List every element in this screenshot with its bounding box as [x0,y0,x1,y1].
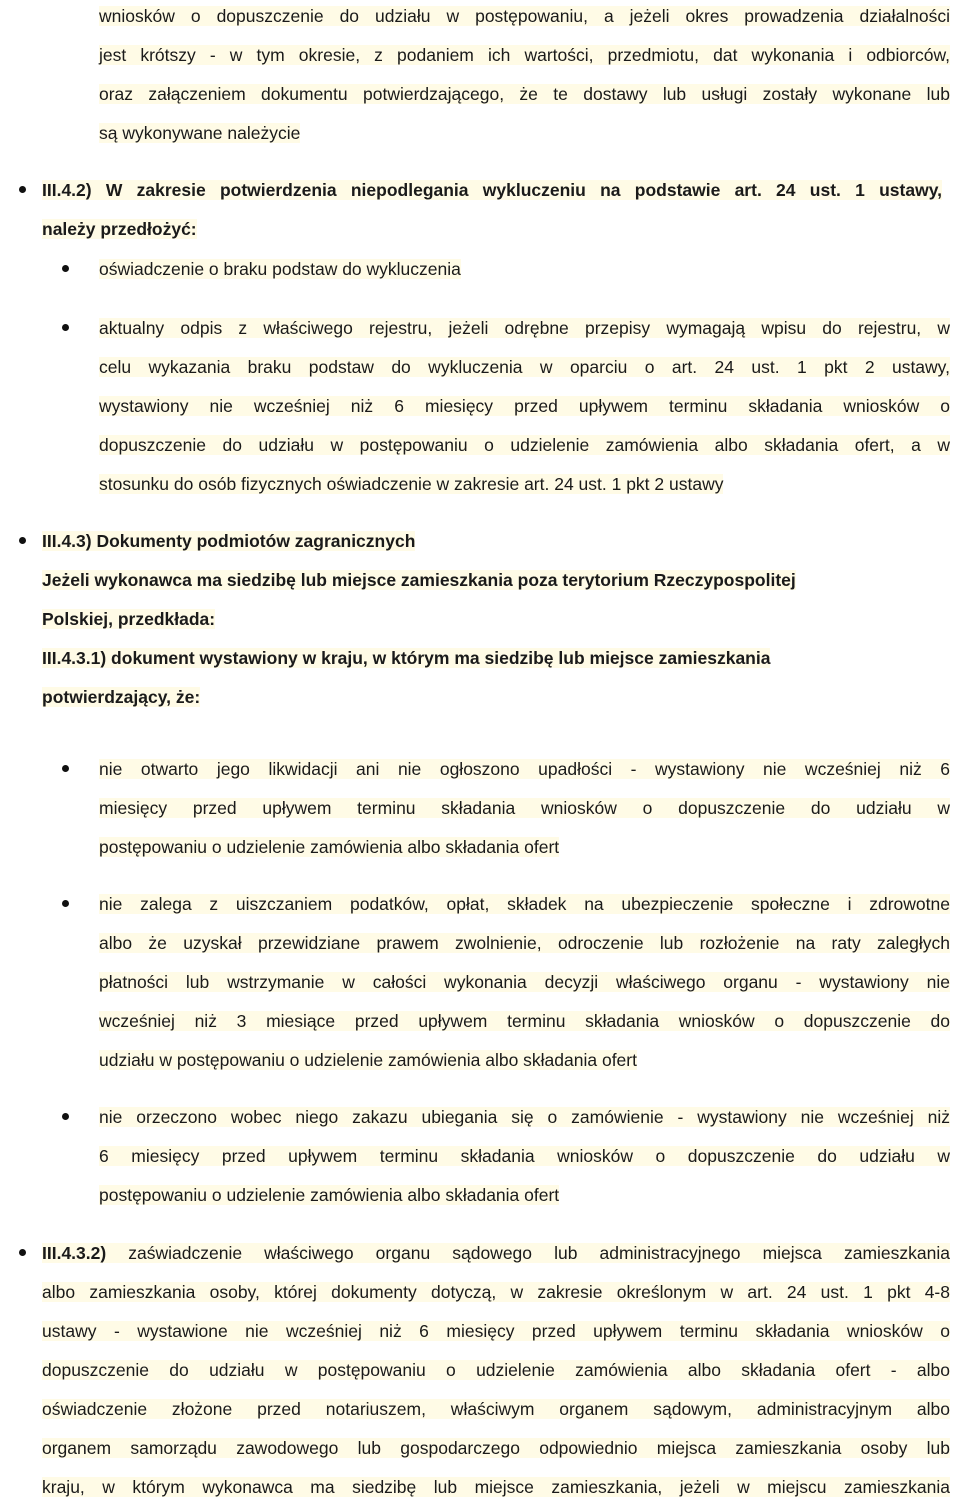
list-item-line: 6 miesięcy przed upływem terminu składania wniosków o dopuszczenie do udziału w [99,1146,950,1166]
bullet-icon [62,1113,69,1120]
list-item-line: miesięcy przed upływem terminu składania wniosków o dopuszczenie do udziału w [99,798,950,818]
bullet-icon [62,765,69,772]
bullet-icon [19,1249,26,1256]
list-item: nie orzeczono wobec niego zakazu ubiegania się o zamówienie - wystawiony nie wcześniej niż [99,1107,950,1127]
paragraph-line: organem samorządu zawodowego lub gospodarczego odpowiednio miejsca zamieszkania osoby lub [42,1438,950,1458]
list-item-line: udziału w postępowaniu o udzielenie zamówienia albo składania ofert [99,1050,637,1070]
bullet-icon [62,900,69,907]
section-heading-continuation: należy przedłożyć: [42,219,197,239]
paragraph: III.4.3.2) zaświadczenie właściwego organu sądowego lub administracyjnego miejsca zamieszkania [42,1243,950,1263]
paragraph-line: ustawy - wystawione nie wcześniej niż 6 miesięcy przed upływem terminu składania wniosków o [42,1321,950,1341]
paragraph-line: albo zamieszkania osoby, której dokumenty dotyczą, w zakresie określonym w art. 24 ust. 1 pkt 4-8 [42,1282,950,1302]
subheading: Jeżeli wykonawca ma siedzibę lub miejsce zamieszkania poza terytorium Rzeczypospolitej [42,570,796,590]
list-item-line: postępowaniu o udzielenie zamówienia albo składania ofert [99,1185,560,1205]
list-item: nie otwarto jego likwidacji ani nie ogłoszono upadłości - wystawiony nie wcześniej niż 6 [99,759,950,779]
list-item-line: postępowaniu o udzielenie zamówienia albo składania ofert [99,837,560,857]
list-item-line: wystawiony nie wcześniej niż 6 miesięcy przed upływem terminu składania wniosków o [99,396,950,416]
list-item-line: albo że uzyskał przewidziane prawem zwolnienie, odroczenie lub rozłożenie na raty zaległych [99,933,950,953]
bullet-icon [62,265,69,272]
bullet-icon [19,186,26,193]
subheading-continuation: Polskiej, przedkłada: [42,609,216,629]
list-item: nie zalega z uiszczaniem podatków, opłat, składek na ubezpieczenie społeczne i zdrowotne [99,894,950,914]
section-heading: III.4.3) Dokumenty podmiotów zagranicznych [42,531,416,551]
paragraph-label: III.4.3.2) [42,1243,107,1263]
list-item-line: celu wykazania braku podstaw do wykluczenia w oparciu o art. 24 ust. 1 pkt 2 ustawy, [99,357,950,377]
list-item: aktualny odpis z właściwego rejestru, jeżeli odrębne przepisy wymagają wpisu do rejestru, w [99,318,950,338]
paragraph-line: jest krótszy - w tym okresie, z podaniem ich wartości, przedmiotu, dat wykonania i odbiorców, [99,45,950,65]
section-heading: III.4.2) W zakresie potwierdzenia niepodlegania wykluczeniu na podstawie art. 24 ust. 1 ustawy, [42,180,942,200]
list-item-line: wcześniej niż 3 miesiące przed upływem terminu składania wniosków o dopuszczenie do [99,1011,950,1031]
subsection-heading-continuation: potwierdzający, że: [42,687,201,707]
paragraph-line: oświadczenie złożone przed notariuszem, właściwym organem sądowym, administracyjnym albo [42,1399,950,1419]
paragraph-line: są wykonywane należycie [99,123,301,143]
paragraph-line: kraju, w którym wykonawca ma siedzibę lub miejsce zamieszkania, jeżeli w miejscu zamieszkania [42,1477,950,1497]
list-item-line: dopuszczenie do udziału w postępowaniu o udzielenie zamówienia albo składania ofert, a w [99,435,950,455]
list-item: oświadczenie o braku podstaw do wykluczenia [99,259,461,279]
list-item-line: stosunku do osób fizycznych oświadczenie w zakresie art. 24 ust. 1 pkt 2 ustawy [99,474,724,494]
paragraph-line: dopuszczenie do udziału w postępowaniu o udzielenie zamówienia albo składania ofert - albo [42,1360,950,1380]
bullet-icon [62,324,69,331]
paragraph-line: oraz załączeniem dokumentu potwierdzającego, że te dostawy lub usługi zostały wykonane lub [99,84,950,104]
paragraph-line: wniosków o dopuszczenie do udziału w postępowaniu, a jeżeli okres prowadzenia działalności [99,6,950,26]
bullet-icon [19,537,26,544]
subsection-heading: III.4.3.1) dokument wystawiony w kraju, w którym ma siedzibę lub miejsce zamieszkania [42,648,771,668]
list-item-line: płatności lub wstrzymanie w całości wykonania decyzji właściwego organu - wystawiony nie [99,972,950,992]
